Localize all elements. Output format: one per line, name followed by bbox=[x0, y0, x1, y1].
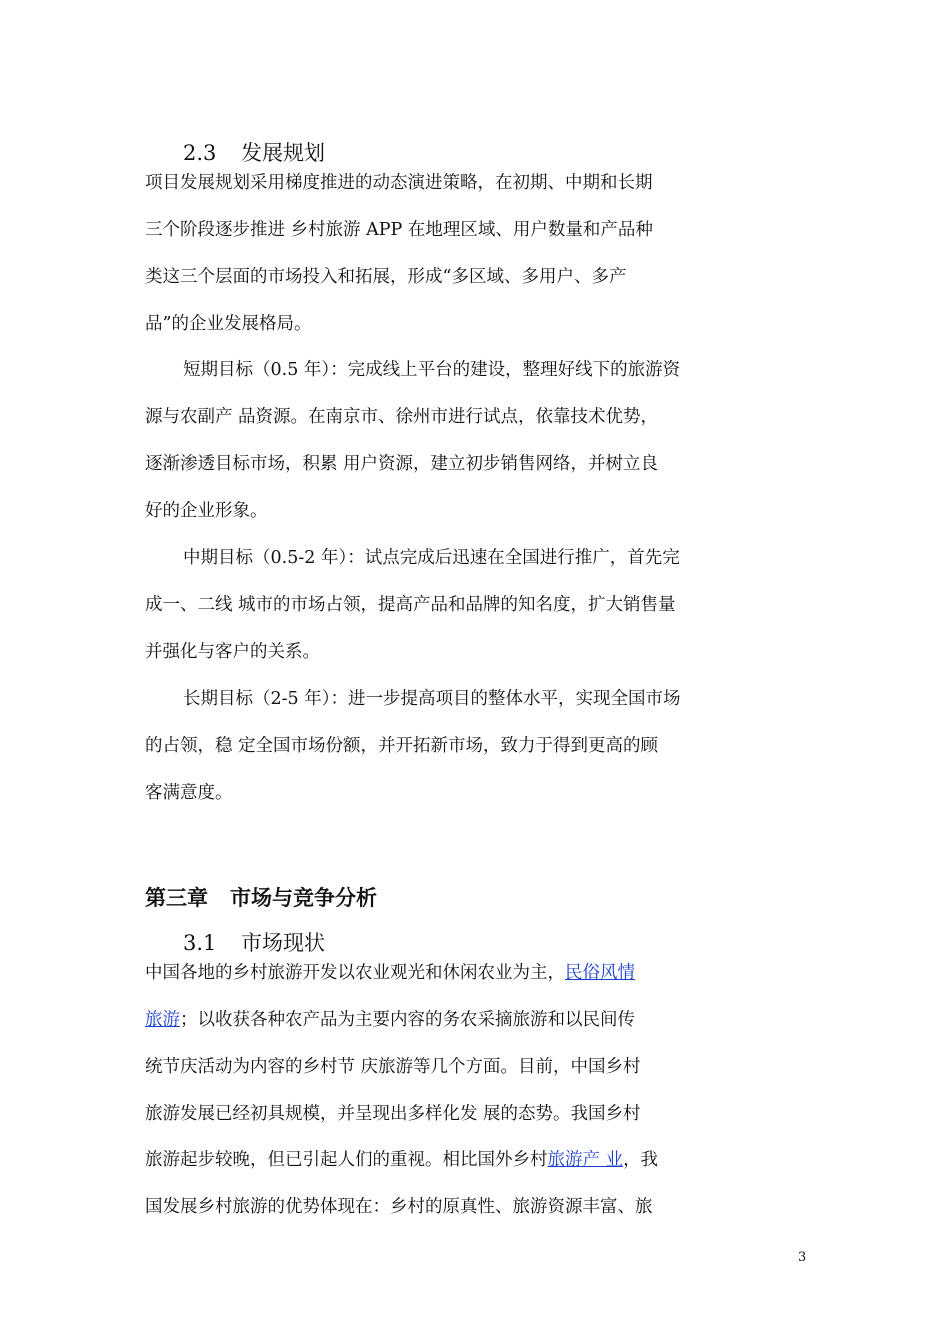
section-title: 发展规划 bbox=[241, 141, 325, 165]
link-tourism[interactable]: 旅游 bbox=[145, 1010, 180, 1030]
paragraph-line: 类这三个层面的市场投入和拓展，形成“多区域、多用户、多产 bbox=[145, 267, 627, 287]
paragraph-line bbox=[145, 1149, 658, 1171]
paragraph-line: 中期目标（0.5-2 年）：试点完成后迅速在全国进行推广，首先完 bbox=[183, 548, 680, 568]
paragraph-line: 品”的企业发展格局。 bbox=[145, 314, 312, 334]
paragraph-line bbox=[145, 1009, 635, 1031]
paragraph-line: 源与农副产 品资源。在南京市、徐州市进行试点，依靠技术优势， bbox=[145, 407, 659, 427]
paragraph-line: 旅游发展已经初具规模，并呈现出多样化发 展的态势。我国乡村 bbox=[145, 1104, 641, 1124]
paragraph-line: 逐渐渗透目标市场，积累 用户资源，建立初步销售网络，并树立良 bbox=[145, 454, 659, 474]
section-2-3-heading bbox=[183, 140, 325, 166]
section-number: 3.1 bbox=[183, 931, 217, 955]
chapter-3-heading bbox=[145, 885, 377, 911]
chapter-title: 市场与竞争分析 bbox=[230, 885, 377, 910]
text-run: 旅游起步较晚，但已引起人们的重视。相比国外乡村 bbox=[145, 1150, 548, 1170]
paragraph-line: 成一、二线 城市的市场占领，提高产品和品牌的知名度，扩大销售量 bbox=[145, 595, 676, 615]
link-tourism-industry[interactable]: 旅游产 业 bbox=[547, 1150, 624, 1170]
paragraph-line: 项目发展规划采用梯度推进的动态演进策略，在初期、中期和长期 bbox=[145, 173, 653, 193]
text-run: ，我 bbox=[623, 1150, 659, 1170]
paragraph-line: 的占领，稳 定全国市场份额，并开拓新市场，致力于得到更高的顾 bbox=[145, 736, 659, 756]
paragraph-line: 长期目标（2-5 年）：进一步提高项目的整体水平，实现全国市场 bbox=[183, 689, 681, 709]
section-3-1-heading bbox=[183, 930, 325, 956]
page-number: 3 bbox=[798, 1250, 807, 1265]
paragraph-line: 并强化与客户的关系。 bbox=[145, 642, 320, 662]
text-run: ；以收获各种农产品为主要内容的务农采摘旅游和以民间传 bbox=[180, 1010, 635, 1030]
text-run: 中国各地的乡村旅游开发以农业观光和休闲农业为主， bbox=[145, 963, 565, 983]
section-number: 2.3 bbox=[183, 141, 217, 165]
section-title: 市场现状 bbox=[241, 931, 325, 955]
paragraph-line: 短期目标（0.5 年）：完成线上平台的建设，整理好线下的旅游资 bbox=[183, 360, 681, 380]
paragraph-line: 客满意度。 bbox=[145, 783, 233, 803]
paragraph-line: 国发展乡村旅游的优势体现在：乡村的原真性、旅游资源丰富、旅 bbox=[145, 1197, 653, 1217]
paragraph-line: 好的企业形象。 bbox=[145, 501, 268, 521]
chapter-label: 第三章 bbox=[145, 885, 208, 910]
paragraph-line: 统节庆活动为内容的乡村节 庆旅游等几个方面。目前，中国乡村 bbox=[145, 1057, 641, 1077]
paragraph-line: 三个阶段逐步推进 乡村旅游 APP 在地理区域、用户数量和产品种 bbox=[145, 220, 653, 240]
paragraph-line bbox=[145, 962, 635, 984]
link-folk-custom[interactable]: 民俗风情 bbox=[565, 963, 635, 983]
